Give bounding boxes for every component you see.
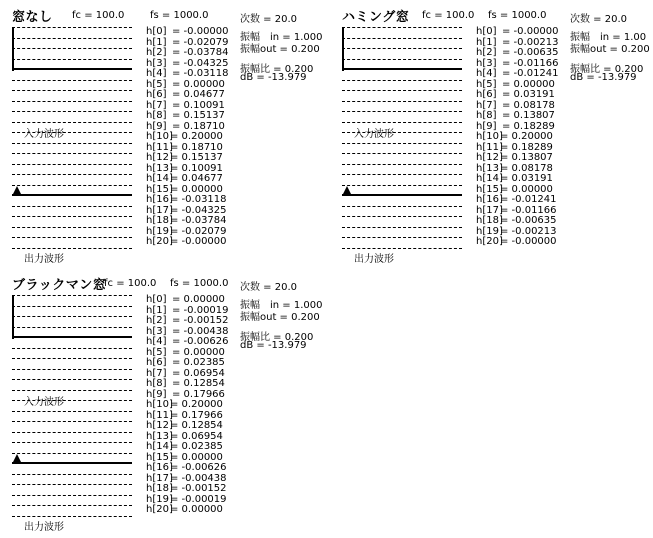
coefficient-index: h[0]: [146, 26, 167, 37]
coefficient-value: = 0.17966: [172, 388, 225, 400]
coefficient-index: h[20]: [146, 504, 173, 515]
grid-line: [342, 153, 462, 154]
coefficient-index: h[5]: [146, 346, 167, 358]
cutoff-frequency: fc = 100.0: [422, 10, 475, 21]
grid-line: [12, 421, 132, 422]
coefficient-value: = -0.00000: [502, 26, 559, 37]
grid-line: [12, 358, 132, 359]
coefficient-index: h[8]: [146, 110, 167, 121]
coefficient-value: = 0.17966: [170, 409, 223, 421]
coefficient-index: h[11]: [146, 141, 173, 153]
coefficient-value: = -0.03784: [172, 47, 229, 58]
coefficient-value: = -0.03784: [170, 215, 227, 226]
coefficient-value: = -0.00635: [502, 47, 559, 58]
grid-line: [342, 206, 462, 207]
input-baseline: [12, 68, 132, 70]
amplitude-out: 振幅out = 0.200: [240, 312, 320, 323]
coefficient-index: h[20]: [476, 236, 503, 247]
coefficient-index: h[9]: [476, 120, 497, 132]
coefficient-value: = -0.00213: [502, 36, 559, 48]
coefficient-value: = 0.00000: [170, 451, 223, 463]
grid-line: [12, 411, 132, 412]
coefficient-index: h[5]: [476, 78, 497, 90]
amplitude-in: 振幅 in = 1.000: [240, 32, 323, 43]
coefficient-value: = 0.18710: [170, 141, 223, 153]
grid-line: [342, 143, 462, 144]
input-waveform-label: 入力波形: [24, 129, 64, 140]
coefficient-index: h[6]: [146, 357, 167, 368]
amplitude-out: 振幅out = 0.200: [240, 44, 320, 55]
coefficient-value: = -0.00438: [172, 325, 229, 337]
coefficient-index: h[4]: [476, 68, 497, 79]
panel-title: 窓なし: [12, 10, 53, 25]
coefficient-index: h[10]: [146, 399, 173, 410]
input-step-edge: [12, 295, 14, 339]
coefficient-index: h[3]: [476, 57, 497, 69]
grid-line: [12, 453, 132, 454]
coefficient-value: = 0.00000: [170, 504, 223, 515]
coefficient-value: = 0.18289: [502, 120, 555, 132]
panel-no-window: [0, 0, 323, 265]
decibel-value: dB = -13.979: [240, 72, 307, 83]
grid-line: [12, 216, 132, 217]
amplitude-ratio: 振幅比 = 0.200: [240, 64, 314, 75]
coefficient-index: h[3]: [146, 325, 167, 337]
amplitude-out: 振幅out = 0.200: [570, 44, 650, 55]
grid-line: [12, 495, 132, 496]
coefficient-value: = -0.00626: [172, 336, 229, 347]
coefficient-value: = 0.20000: [170, 131, 223, 142]
coefficient-index: h[16]: [476, 194, 503, 205]
coefficient-index: h[7]: [146, 367, 167, 379]
coefficient-value: = -0.01166: [500, 204, 557, 216]
coefficient-index: h[15]: [476, 183, 503, 195]
coefficient-index: h[0]: [476, 26, 497, 37]
coefficient-index: h[6]: [476, 89, 497, 100]
grid-line: [342, 227, 462, 228]
output-baseline: [12, 462, 132, 464]
coefficient-index: h[11]: [146, 409, 173, 421]
grid-line: [12, 122, 132, 123]
coefficient-value: = -0.00152: [170, 483, 227, 494]
panel-blackman-window: [0, 268, 323, 533]
coefficient-value: = 0.10091: [170, 162, 223, 174]
coefficient-index: h[3]: [146, 57, 167, 69]
grid-line: [12, 369, 132, 370]
grid-line: [12, 153, 132, 154]
coefficient-value: = 0.02385: [170, 441, 223, 452]
panel-title: ハミング窓: [342, 10, 410, 25]
coefficient-value: = 0.18289: [500, 141, 553, 153]
coefficient-index: h[19]: [476, 225, 503, 237]
grid-line: [342, 48, 462, 49]
coefficient-row: [146, 237, 229, 248]
grid-line: [342, 122, 462, 123]
coefficient-value: = 0.12854: [172, 378, 225, 389]
amplitude-in: 振幅 in = 1.00: [570, 32, 647, 43]
panel-title: ブラックマン窓: [12, 278, 107, 293]
coefficient-value: = -0.03118: [172, 68, 229, 79]
coefficient-index: h[8]: [476, 110, 497, 121]
grid-line: [342, 59, 462, 60]
grid-line: [342, 27, 462, 28]
output-waveform-label: 出力波形: [24, 254, 64, 265]
grid-line: [12, 90, 132, 91]
coefficient-index: h[20]: [146, 236, 173, 247]
waveform-plot: [12, 294, 132, 533]
grid-line: [12, 248, 132, 249]
grid-line: [12, 185, 132, 186]
coefficient-list: [146, 27, 229, 248]
grid-line: [342, 101, 462, 102]
sampling-frequency: fs = 1000.0: [170, 278, 229, 289]
coefficient-value: = 0.03191: [500, 173, 553, 184]
amplitude-ratio: 振幅比 = 0.200: [570, 64, 644, 75]
coefficient-value: = -0.00000: [500, 236, 557, 247]
grid-line: [12, 484, 132, 485]
output-waveform-label: 出力波形: [24, 522, 64, 533]
coefficient-value: = -0.04325: [170, 204, 227, 216]
coefficient-index: h[19]: [146, 493, 173, 505]
decibel-value: dB = -13.979: [240, 340, 307, 351]
grid-line: [12, 164, 132, 165]
input-step-edge: [342, 27, 344, 71]
coefficient-index: h[0]: [146, 294, 167, 305]
input-baseline: [12, 336, 132, 338]
grid-line: [12, 111, 132, 112]
coefficient-value: = 0.12854: [170, 420, 223, 431]
coefficient-index: h[17]: [476, 204, 503, 216]
grid-line: [342, 185, 462, 186]
grid-line: [12, 227, 132, 228]
grid-line: [12, 505, 132, 506]
grid-line: [12, 80, 132, 81]
coefficient-value: = 0.00000: [502, 78, 555, 90]
coefficient-index: h[2]: [146, 315, 167, 326]
coefficient-index: h[16]: [146, 194, 173, 205]
amplitude-ratio: 振幅比 = 0.200: [240, 332, 314, 343]
coefficient-value: = 0.00000: [172, 346, 225, 358]
coefficient-value: = 0.04677: [170, 173, 223, 184]
filter-order: 次数 = 20.0: [570, 14, 628, 25]
coefficient-index: h[15]: [146, 451, 173, 463]
coefficient-index: h[9]: [146, 388, 167, 400]
coefficient-value: = 0.03191: [502, 89, 555, 100]
coefficient-value: = -0.01241: [502, 68, 559, 79]
coefficient-value: = 0.00000: [170, 183, 223, 195]
grid-line: [12, 442, 132, 443]
coefficient-index: h[10]: [146, 131, 173, 142]
waveform-plot: [342, 26, 462, 265]
grid-line: [12, 38, 132, 39]
coefficient-index: h[15]: [146, 183, 173, 195]
coefficient-index: h[2]: [146, 47, 167, 58]
coefficient-value: = 0.08178: [500, 162, 553, 174]
coefficient-index: h[13]: [476, 162, 503, 174]
filter-order: 次数 = 20.0: [240, 282, 298, 293]
grid-line: [342, 111, 462, 112]
coefficient-value: = -0.02079: [170, 225, 227, 237]
coefficient-value: = -0.00438: [170, 472, 227, 484]
grid-line: [12, 27, 132, 28]
coefficient-index: h[11]: [476, 141, 503, 153]
grid-line: [12, 101, 132, 102]
input-step-edge: [12, 27, 14, 71]
coefficient-index: h[8]: [146, 378, 167, 389]
coefficient-list: [476, 27, 559, 248]
coefficient-list: [146, 295, 229, 516]
coefficient-value: = 0.15137: [172, 110, 225, 121]
grid-line: [12, 348, 132, 349]
coefficient-index: h[1]: [146, 304, 167, 316]
grid-line: [12, 48, 132, 49]
coefficient-value: = -0.00213: [500, 225, 557, 237]
coefficient-value: = 0.00000: [172, 294, 225, 305]
panel-hamming-window: [330, 0, 650, 265]
coefficient-value: = -0.00019: [170, 493, 227, 505]
coefficient-value: = -0.01241: [500, 194, 557, 205]
grid-line: [12, 316, 132, 317]
coefficient-index: h[19]: [146, 225, 173, 237]
grid-line: [12, 143, 132, 144]
coefficient-index: h[17]: [146, 204, 173, 216]
coefficient-index: h[7]: [476, 99, 497, 111]
coefficient-index: h[5]: [146, 78, 167, 90]
coefficient-value: = -0.02079: [172, 36, 229, 48]
coefficient-index: h[18]: [476, 215, 503, 226]
coefficient-index: h[9]: [146, 120, 167, 132]
sampling-frequency: fs = 1000.0: [150, 10, 209, 21]
coefficient-value: = 0.04677: [172, 89, 225, 100]
grid-line: [12, 59, 132, 60]
grid-line: [342, 248, 462, 249]
coefficient-index: h[14]: [476, 173, 503, 184]
input-waveform-label: 入力波形: [24, 397, 64, 408]
coefficient-index: h[4]: [146, 68, 167, 79]
coefficient-value: = -0.00000: [172, 26, 229, 37]
grid-line: [12, 327, 132, 328]
coefficient-value: = 0.00000: [500, 183, 553, 195]
coefficient-index: h[14]: [146, 173, 173, 184]
coefficient-value: = 0.20000: [500, 131, 553, 142]
coefficient-value: = -0.00000: [170, 236, 227, 247]
output-impulse-marker: [13, 454, 21, 462]
coefficient-index: h[1]: [476, 36, 497, 48]
coefficient-value: = 0.13807: [500, 152, 553, 163]
grid-line: [342, 38, 462, 39]
grid-line: [342, 90, 462, 91]
coefficient-value: = 0.06954: [172, 367, 225, 379]
coefficient-index: h[6]: [146, 89, 167, 100]
grid-line: [12, 237, 132, 238]
grid-line: [342, 80, 462, 81]
grid-line: [342, 174, 462, 175]
coefficient-index: h[7]: [146, 99, 167, 111]
grid-line: [12, 379, 132, 380]
coefficient-index: h[1]: [146, 36, 167, 48]
coefficient-value: = -0.04325: [172, 57, 229, 69]
coefficient-row: [476, 237, 559, 248]
coefficient-value: = -0.00635: [500, 215, 557, 226]
grid-line: [12, 306, 132, 307]
coefficient-value: = 0.00000: [172, 78, 225, 90]
grid-line: [342, 237, 462, 238]
coefficient-index: h[13]: [146, 430, 173, 442]
coefficient-index: h[13]: [146, 162, 173, 174]
coefficient-index: h[18]: [146, 215, 173, 226]
grid-line: [12, 432, 132, 433]
input-baseline: [342, 68, 462, 70]
coefficient-value: = 0.02385: [172, 357, 225, 368]
coefficient-value: = -0.03118: [170, 194, 227, 205]
waveform-plot: [12, 26, 132, 265]
coefficient-value: = 0.13807: [502, 110, 555, 121]
coefficient-value: = -0.00019: [172, 304, 229, 316]
coefficient-index: h[14]: [146, 441, 173, 452]
grid-line: [12, 206, 132, 207]
coefficient-index: h[17]: [146, 472, 173, 484]
grid-line: [12, 474, 132, 475]
coefficient-value: = -0.00626: [170, 462, 227, 473]
output-impulse-marker: [343, 186, 351, 194]
coefficient-index: h[12]: [146, 152, 173, 163]
coefficient-index: h[16]: [146, 462, 173, 473]
sampling-frequency: fs = 1000.0: [488, 10, 547, 21]
coefficient-value: = 0.15137: [170, 152, 223, 163]
coefficient-row: [146, 505, 229, 516]
coefficient-index: h[4]: [146, 336, 167, 347]
coefficient-value: = -0.01166: [502, 57, 559, 69]
output-baseline: [12, 194, 132, 196]
coefficient-index: h[12]: [146, 420, 173, 431]
coefficient-value: = -0.00152: [172, 315, 229, 326]
output-waveform-label: 出力波形: [354, 254, 394, 265]
cutoff-frequency: fc = 100.0: [72, 10, 125, 21]
output-baseline: [342, 194, 462, 196]
cutoff-frequency: fc = 100.0: [104, 278, 157, 289]
decibel-value: dB = -13.979: [570, 72, 637, 83]
coefficient-value: = 0.20000: [170, 399, 223, 410]
coefficient-index: h[2]: [476, 47, 497, 58]
amplitude-in: 振幅 in = 1.000: [240, 300, 323, 311]
grid-line: [12, 516, 132, 517]
grid-line: [12, 390, 132, 391]
coefficient-index: h[12]: [476, 152, 503, 163]
grid-line: [342, 164, 462, 165]
coefficient-index: h[18]: [146, 483, 173, 494]
grid-line: [12, 174, 132, 175]
grid-line: [12, 295, 132, 296]
filter-order: 次数 = 20.0: [240, 14, 298, 25]
coefficient-value: = 0.06954: [170, 430, 223, 442]
output-impulse-marker: [13, 186, 21, 194]
coefficient-value: = 0.10091: [172, 99, 225, 111]
input-waveform-label: 入力波形: [354, 129, 394, 140]
coefficient-value: = 0.08178: [502, 99, 555, 111]
coefficient-index: h[10]: [476, 131, 503, 142]
coefficient-value: = 0.18710: [172, 120, 225, 132]
grid-line: [342, 216, 462, 217]
